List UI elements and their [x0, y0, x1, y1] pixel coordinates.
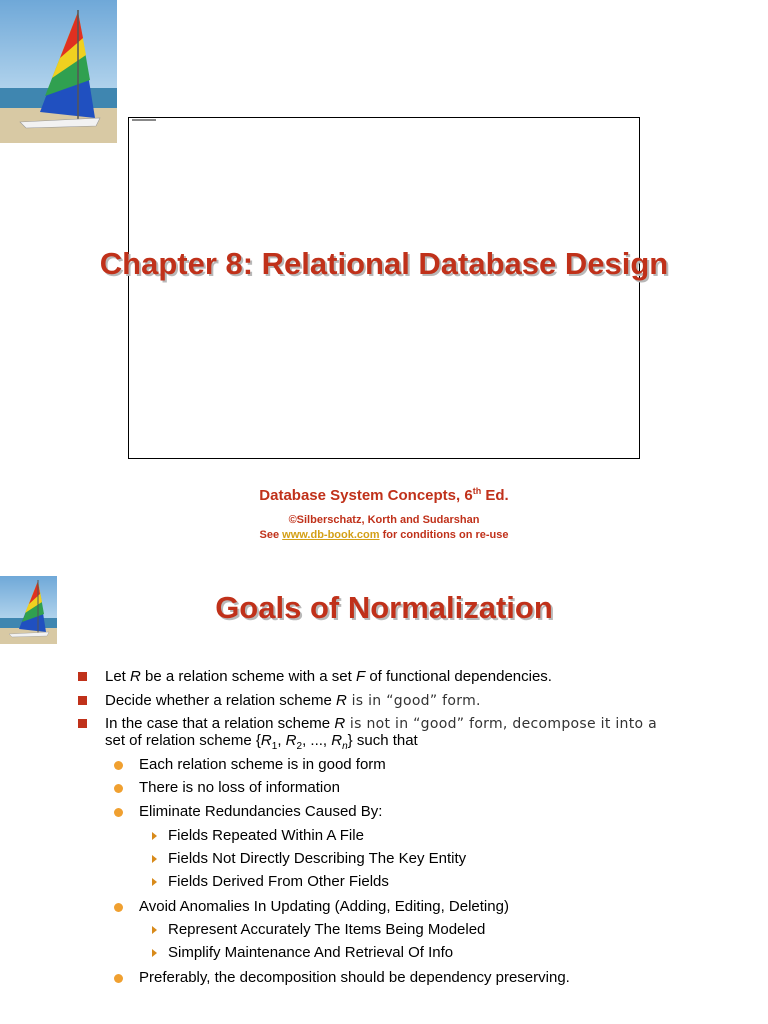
subscript: 1	[271, 741, 278, 752]
text: , ...,	[302, 732, 332, 749]
slide-title: Goals of Normalization	[215, 590, 553, 625]
book-title	[0, 486, 768, 504]
square-bullet-icon	[78, 672, 87, 681]
text: Decide whether a relation scheme	[105, 692, 336, 709]
frame-marker	[132, 119, 156, 121]
content-slide	[0, 576, 768, 1024]
bullet-item-1	[105, 668, 552, 686]
arrow-bullet-icon	[152, 926, 157, 934]
arrow-bullet-icon	[152, 832, 157, 840]
var: R	[335, 692, 347, 709]
book-edition-sup: th	[472, 486, 482, 496]
round-bullet-icon	[114, 784, 123, 793]
title-frame	[128, 117, 640, 459]
sub-item-3: Eliminate Redundancies Caused By:	[139, 803, 383, 820]
subscript: 2	[296, 741, 303, 752]
var: R	[331, 732, 343, 749]
square-bullet-icon	[78, 719, 87, 728]
db-book-link[interactable]: www.db-book.com	[282, 529, 380, 541]
text: be a relation scheme with a set	[140, 668, 356, 685]
var: R	[334, 715, 346, 732]
sub-sub-item-1: Fields Repeated Within A File	[168, 827, 364, 844]
bullet-item-3	[105, 715, 657, 733]
subscript: n	[342, 741, 348, 752]
round-bullet-icon	[114, 903, 123, 912]
round-bullet-icon	[114, 761, 123, 770]
var: R	[130, 668, 141, 685]
bullet-item-2	[105, 692, 481, 710]
copyright-line: ©Silberschatz, Korth and Sudarshan	[288, 514, 480, 526]
square-bullet-icon	[78, 696, 87, 705]
var: F	[356, 668, 366, 685]
sub-item-1: Each relation scheme is in good form	[139, 756, 386, 773]
text: of functional dependencies.	[365, 668, 552, 685]
text: is in “good” form.	[346, 693, 481, 709]
var: R	[285, 732, 297, 749]
sub-sub-item-2: Fields Not Directly Describing The Key Entity	[168, 850, 467, 867]
chapter-title: Chapter 8: Relational Database Design	[99, 246, 669, 281]
sub-item-5: Preferably, the decomposition should be dependency preserving.	[139, 969, 570, 986]
reuse-prefix: See	[259, 529, 283, 541]
text: Let	[105, 668, 131, 685]
book-name: Database System Concepts, 6	[259, 487, 473, 504]
arrow-bullet-icon	[152, 949, 157, 957]
sub-item-2: There is no loss of information	[139, 779, 340, 796]
round-bullet-icon	[114, 808, 123, 817]
var: R	[260, 732, 272, 749]
reuse-suffix: for conditions on re-use	[379, 529, 509, 541]
sub-sub-item-3: Fields Derived From Other Fields	[168, 873, 389, 890]
bullet-item-3-cont: set of relation scheme {$R_1$, $R_2$, ..., $R_n$} such that	[105, 732, 418, 752]
text: In the case that a relation scheme	[105, 715, 335, 732]
sailboat-logo	[0, 0, 117, 143]
text: } such that	[347, 732, 418, 749]
text: set of relation scheme {	[105, 732, 261, 749]
round-bullet-icon	[114, 974, 123, 983]
text: is not in “good” form, decompose it into a	[345, 716, 658, 732]
arrow-bullet-icon	[152, 855, 157, 863]
reuse-line	[0, 529, 768, 541]
sub-sub-item-5: Simplify Maintenance And Retrieval Of Info	[168, 944, 454, 961]
book-edition: Ed.	[481, 487, 509, 504]
arrow-bullet-icon	[152, 878, 157, 886]
sub-sub-item-4: Represent Accurately The Items Being Modeled	[168, 921, 486, 938]
sub-item-4: Avoid Anomalies In Updating (Adding, Editing, Deleting)	[139, 898, 509, 915]
